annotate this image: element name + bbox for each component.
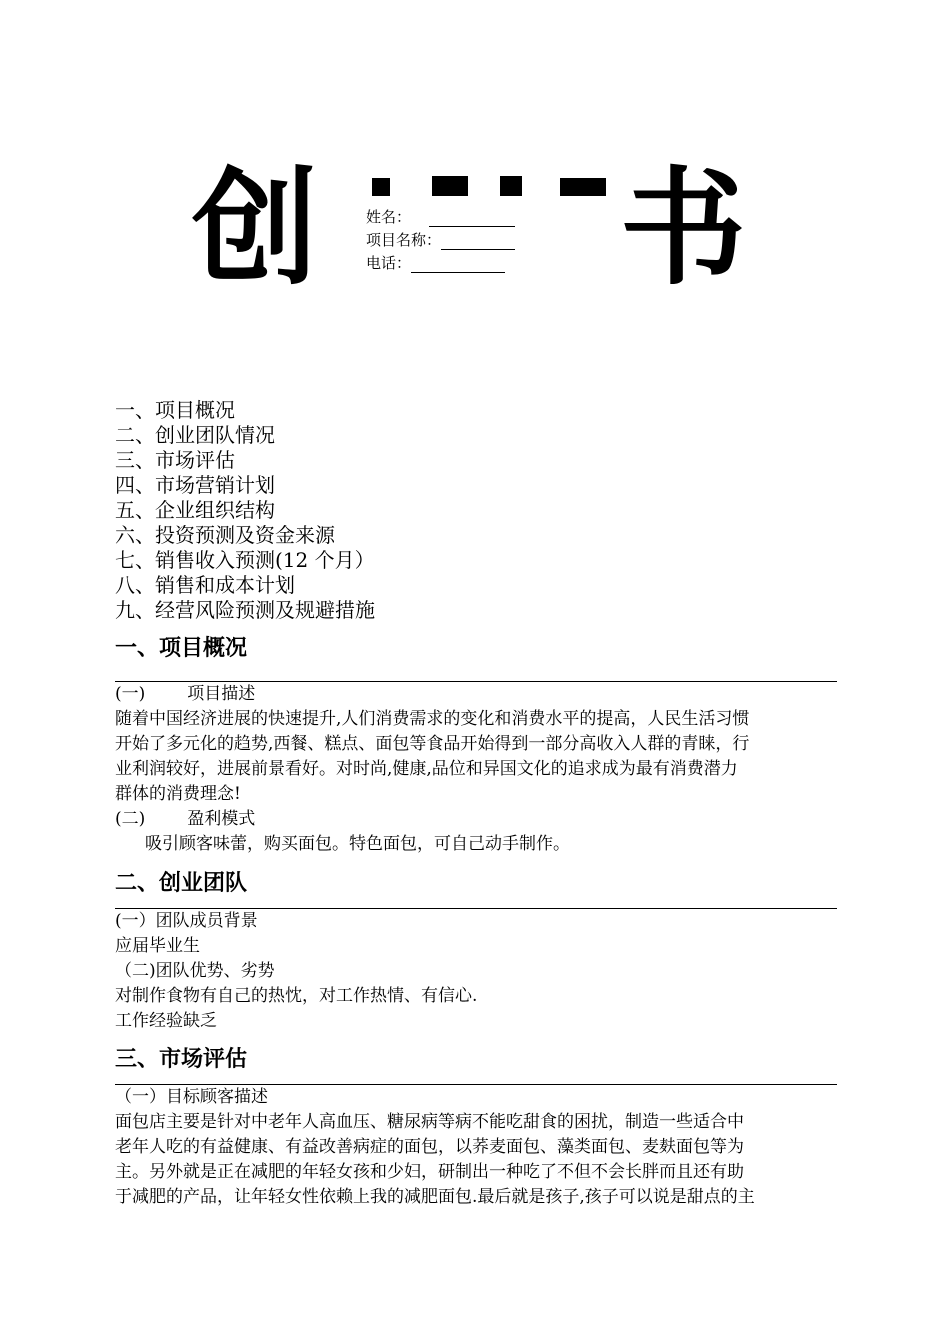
subheading-number: (一) [115, 684, 146, 704]
name-field [366, 207, 515, 227]
toc-item: 三、市场评估 [115, 448, 235, 472]
paragraph-line: 应届毕业生 [115, 936, 200, 956]
toc-item: 二、创业团队情况 [115, 423, 275, 447]
paragraph-line: 对制作食物有自己的热忱，对工作热情、有信心. [115, 986, 478, 1006]
subheading: (一）团队成员背景 [115, 911, 258, 931]
project-label: 项目名称： [366, 231, 442, 249]
title-fragment-mark [560, 178, 606, 196]
phone-label: 电话： [366, 254, 412, 272]
toc-item: 八、销售和成本计划 [115, 573, 295, 597]
paragraph-line: 随着中国经济进展的快速提升,人们消费需求的变化和消费水平的提高，人民生活习惯 [115, 709, 750, 729]
title-fragment-mark [372, 178, 390, 196]
paragraph-line: 开始了多元化的趋势,西餐、糕点、面包等食品开始得到一部分高收入人群的青睐，行 [115, 734, 750, 754]
subheading [115, 682, 837, 707]
paragraph-line: 主。另外就是正在减肥的年轻女孩和少妇，研制出一种吃了不但不会长胖而且还有助 [115, 1162, 744, 1182]
toc-item: 一、项目概况 [115, 398, 235, 422]
cover-title-fragment [320, 176, 350, 286]
toc-item: 九、经营风险预测及规避措施 [115, 598, 375, 622]
phone-blank [411, 256, 505, 273]
subheading-number: (二) [115, 809, 146, 829]
paragraph-line: 群体的消费理念! [115, 784, 241, 804]
title-fragment-mark [432, 176, 468, 196]
subheading: （一）目标顾客描述 [115, 1087, 268, 1107]
toc-item: 四、市场营销计划 [115, 473, 275, 497]
section-heading-market: 三、市场评估 [115, 1047, 248, 1072]
paragraph-line: 工作经验缺乏 [115, 1011, 217, 1031]
paragraph-line: 老年人吃的有益健康、有益改善病症的面包，以荞麦面包、藻类面包、麦麸面包等为 [115, 1137, 744, 1157]
name-label: 姓名： [366, 208, 412, 226]
section-heading-overview: 一、项目概况 [115, 636, 248, 661]
subheading-title: 项目描述 [187, 684, 256, 704]
paragraph-line: 面包店主要是针对中老年人高血压、糖尿病等病不能吃甜食的困扰，制造一些适合中 [115, 1112, 744, 1132]
title-fragment-mark [500, 176, 522, 196]
paragraph-line: 吸引顾客味蕾，购买面包。特色面包，可自己动手制作。 [145, 834, 570, 854]
paragraph-line: 于减肥的产品，让年轻女性依赖上我的减肥面包.最后就是孩子,孩子可以说是甜点的主 [115, 1187, 755, 1207]
name-blank [429, 210, 515, 227]
toc-item: 七、销售收入预测(12 个月） [115, 548, 375, 572]
project-blank [441, 233, 515, 250]
subheading-title: 盈利模式 [187, 809, 256, 829]
phone-field [366, 253, 505, 273]
toc-item: 五、企业组织结构 [115, 498, 275, 522]
section-heading-team: 二、创业团队 [115, 871, 248, 896]
cover-title-char-1: 创 [192, 155, 318, 302]
subheading: （二)团队优势、劣势 [115, 961, 275, 981]
toc-item: 六、投资预测及资金来源 [115, 523, 335, 547]
paragraph-line: 业利润较好，进展前景看好。对时尚,健康,品位和异国文化的追求成为最有消费潜力 [115, 759, 738, 779]
subheading [115, 807, 837, 832]
table-of-contents [115, 398, 375, 623]
project-field [366, 230, 515, 250]
cover-title-char-last: 书 [620, 155, 746, 302]
